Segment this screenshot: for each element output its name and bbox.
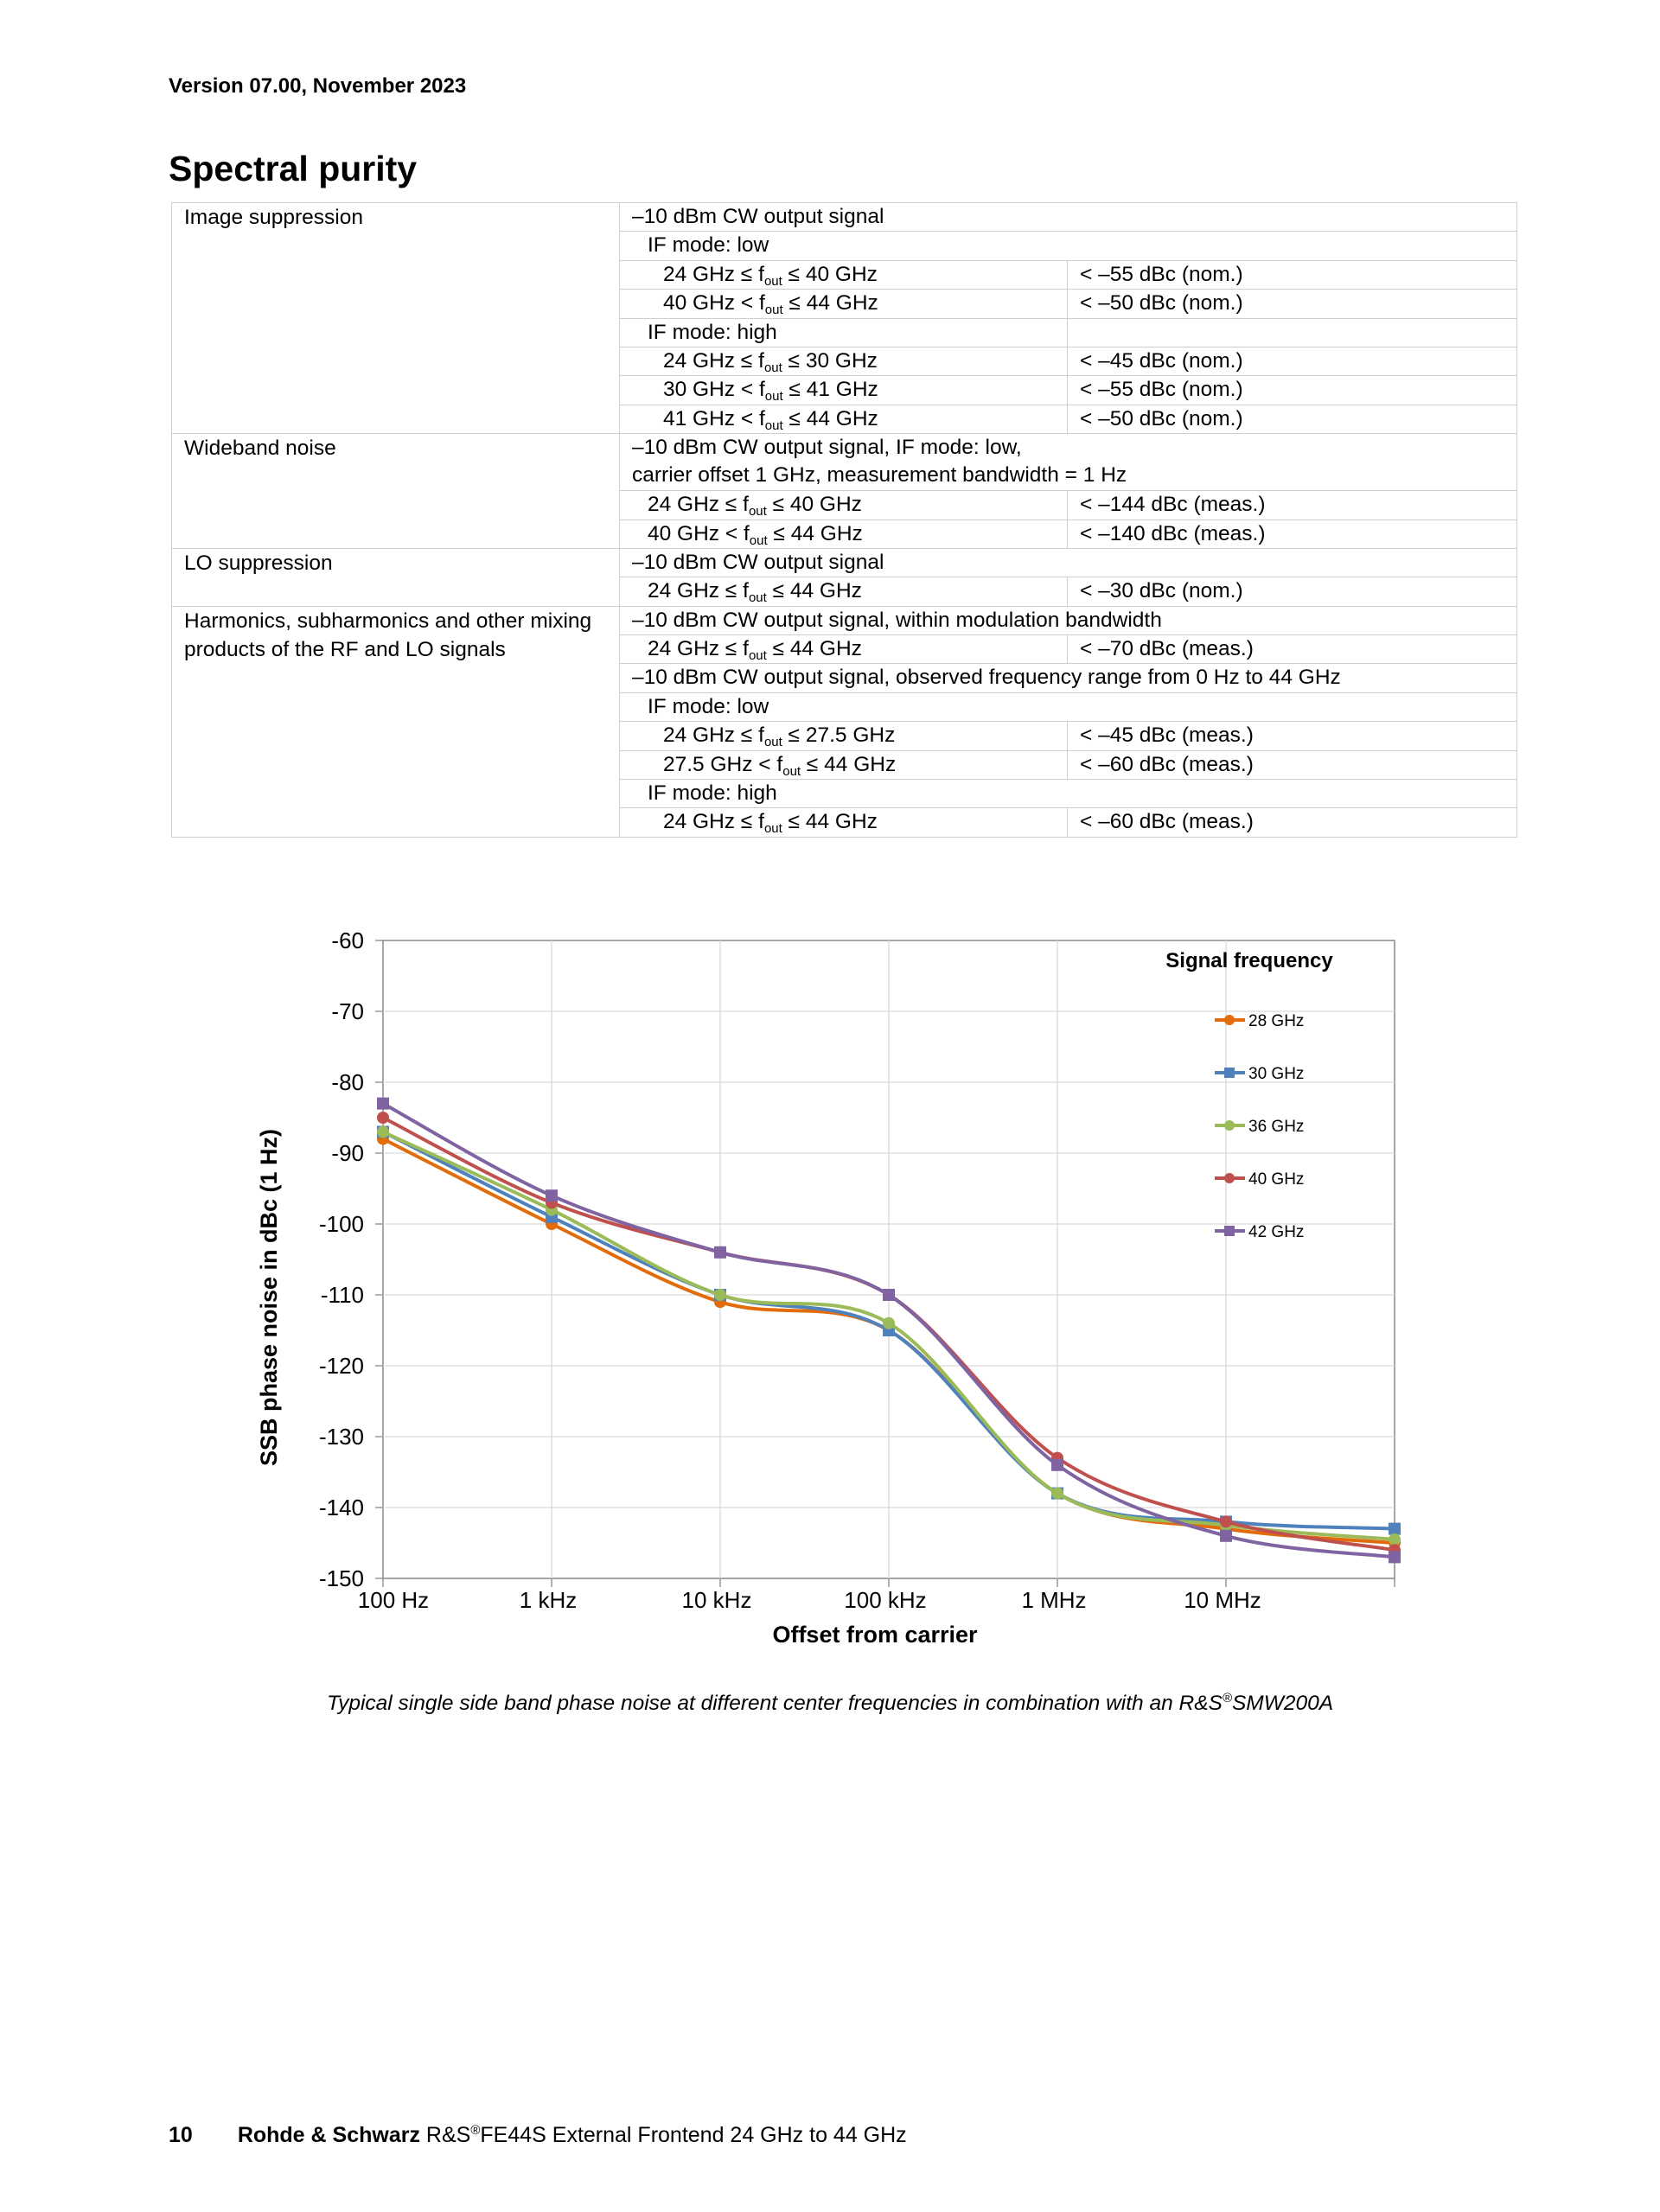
legend-label: 30 GHz [1248,1065,1305,1083]
spec-value: < –50 dBc (nom.) [1068,290,1517,318]
data-point [1224,1226,1235,1236]
x-tick-label: 1 kHz [519,1587,578,1613]
legend-label: 28 GHz [1248,1012,1305,1030]
product-name: R&S®FE44S External Frontend 24 GHz to 44 GHz [419,2123,907,2147]
data-point [1224,1068,1235,1078]
legend-title: Signal frequency [1165,949,1333,972]
x-tick-label: 1 MHz [1021,1587,1087,1613]
if-mode-label: IF mode: low [620,232,1517,260]
frequency-range: 40 GHz < $f_{out} \le 44$ GHz [620,290,1068,318]
condition-text: –10 dBm CW output signal, within modulation bandwidth [620,606,1517,634]
y-tick-label: -110 [320,1282,364,1308]
frequency-range: 24 GHz ≤ $f_{out} \le 27.5$ GHz [620,722,1068,750]
data-point [1051,1488,1063,1500]
frequency-range: 27.5 GHz < $f_{out} \le 44$ GHz [620,750,1068,779]
frequency-range: 24 GHz ≤ $f_{out} \le 40$ GHz [620,491,1068,520]
param-wideband-noise: Wideband noise [172,434,620,549]
y-tick-label: -80 [331,1069,364,1095]
spec-value: < –45 dBc (meas.) [1068,722,1517,750]
y-axis-title: SSB phase noise in dBc (1 Hz) [256,1128,282,1467]
if-mode-label: IF mode: low [620,692,1517,721]
data-point [883,1289,895,1301]
spec-value: < –30 dBc (nom.) [1068,577,1517,606]
table-row [172,434,1517,491]
y-tick-label: -100 [318,1211,364,1237]
frequency-range: 24 GHz ≤ $f_{out} \le 44$ GHz [620,635,1068,664]
table-row [172,203,1517,232]
frequency-range: 24 GHz ≤ $f_{out} \le 30$ GHz [620,347,1068,375]
legend-label: 36 GHz [1248,1118,1305,1136]
spec-value: < –60 dBc (meas.) [1068,750,1517,779]
if-mode-label: IF mode: high [620,318,1068,347]
x-tick-label: 10 MHz [1184,1587,1261,1613]
spec-value: < –144 dBc (meas.) [1068,491,1517,520]
frequency-range: 41 GHz < $f_{out} \le 44$ GHz [620,405,1068,433]
data-point [1389,1533,1401,1546]
section-title: Spectral purity [169,149,418,188]
spec-value: < –50 dBc (nom.) [1068,405,1517,433]
spec-value: < –70 dBc (meas.) [1068,635,1517,664]
condition-text: –10 dBm CW output signal, IF mode: low, carrier offset 1 GHz, measurement bandwidth = 1 Hz [620,434,1517,491]
table-row [172,548,1517,577]
data-point [1224,1120,1235,1131]
brand-name: Rohde & Schwarz [237,2123,420,2147]
data-point [1224,1015,1235,1025]
phase-noise-chart [0,899,1660,1677]
page-footer [169,2123,907,2148]
data-point [714,1289,726,1301]
data-point [1389,1523,1401,1535]
y-tick-label: -90 [331,1140,364,1166]
frequency-range: 24 GHz ≤ $f_{out} \le 40$ GHz [620,260,1068,289]
spec-value: < –60 dBc (meas.) [1068,808,1517,837]
x-tick-label: 100 kHz [844,1587,927,1613]
spec-value: < –55 dBc (nom.) [1068,376,1517,405]
spec-value: < –55 dBc (nom.) [1068,260,1517,289]
legend-label: 40 GHz [1248,1170,1305,1189]
table-row [172,606,1517,634]
frequency-range: 24 GHz ≤ $f_{out} \le 44$ GHz [620,808,1068,837]
x-axis-title: Offset from carrier [772,1622,978,1648]
frequency-range: 24 GHz ≤ $f_{out} \le 44$ GHz [620,577,1068,606]
data-point [714,1246,726,1259]
param-harmonics: Harmonics, subharmonics and other mixing products of the RF and LO signals [172,606,620,837]
y-tick-label: -150 [318,1565,364,1591]
page-number: 10 [169,2123,193,2147]
data-point [1220,1515,1232,1527]
empty-cell [1068,318,1517,347]
spec-value: < –45 dBc (nom.) [1068,347,1517,375]
document-version: Version 07.00, November 2023 [169,74,467,98]
data-point [1051,1459,1063,1471]
x-tick-label: 10 kHz [681,1587,752,1613]
data-point [377,1112,389,1124]
figure-caption: Typical single side band phase noise at different center frequencies in combination with an R&S®SMW200A [326,1691,1334,1715]
legend-label: 42 GHz [1248,1223,1305,1241]
data-point [546,1189,558,1202]
frequency-range: 30 GHz < $f_{out} \le 41$ GHz [620,376,1068,405]
y-tick-label: -130 [318,1424,364,1450]
y-tick-label: -60 [331,928,364,953]
data-point [377,1098,389,1110]
spectral-purity-table [171,202,1517,838]
param-lo-suppression: LO suppression [172,548,620,606]
frequency-range: 40 GHz < $f_{out} \le 44$ GHz [620,520,1068,548]
condition-text: –10 dBm CW output signal, observed frequency range from 0 Hz to 44 GHz [620,664,1517,692]
data-point [377,1125,389,1138]
data-point [883,1317,895,1329]
data-point [1220,1530,1232,1542]
if-mode-label: IF mode: high [620,780,1517,808]
y-tick-label: -120 [318,1353,364,1379]
param-image-suppression: Image suppression [172,203,620,434]
y-tick-label: -140 [318,1495,364,1520]
spec-value: < –140 dBc (meas.) [1068,520,1517,548]
y-tick-label: -70 [331,998,364,1024]
condition-text: –10 dBm CW output signal [620,548,1517,577]
data-point [1224,1173,1235,1183]
data-point [1389,1551,1401,1563]
x-tick-label: 100 Hz [357,1587,430,1613]
chart-svg [0,899,1660,1677]
condition-text: –10 dBm CW output signal [620,203,1517,232]
